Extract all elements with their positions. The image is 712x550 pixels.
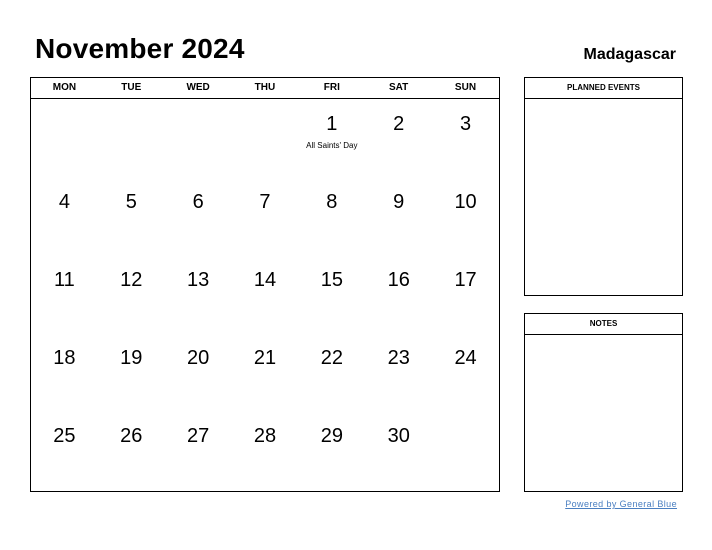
day-number: 15 — [320, 269, 343, 291]
day-number: 27 — [187, 425, 210, 447]
day-number: 1 — [326, 113, 338, 135]
weekday-header-row — [31, 78, 499, 99]
weekday-thu: THU — [254, 82, 276, 93]
day-cell — [98, 411, 165, 489]
day-cell — [165, 333, 232, 411]
day-cell — [432, 333, 499, 411]
day-cell — [165, 411, 232, 489]
page-title: November 2024 — [35, 33, 245, 64]
day-cell — [298, 99, 365, 177]
day-number: 29 — [320, 425, 343, 447]
day-cell — [298, 255, 365, 333]
planned-events-header: PLANNED EVENTS — [525, 78, 682, 99]
day-number: 23 — [387, 347, 410, 369]
day-number: 21 — [253, 347, 277, 369]
notes-header: NOTES — [525, 314, 682, 335]
day-number: 14 — [253, 269, 277, 291]
day-number: 5 — [125, 191, 137, 213]
day-cell — [432, 411, 499, 489]
day-cell — [165, 99, 232, 177]
weekday-mon: MON — [52, 82, 77, 93]
day-number: 16 — [387, 269, 410, 291]
day-cell — [298, 333, 365, 411]
weekday-sat: SAT — [389, 82, 409, 93]
day-cell — [232, 333, 299, 411]
notes-panel — [524, 313, 683, 492]
day-number: 26 — [120, 425, 143, 447]
day-number: 24 — [454, 347, 477, 369]
day-cell — [232, 411, 299, 489]
country-label: Madagascar — [583, 46, 676, 63]
day-number: 13 — [187, 269, 210, 291]
day-cell — [31, 99, 98, 177]
day-number: 9 — [393, 191, 405, 213]
day-number: 12 — [120, 269, 143, 291]
day-number: 4 — [58, 191, 70, 213]
day-number: 8 — [326, 191, 338, 213]
day-number: 30 — [387, 425, 410, 447]
day-cell — [432, 177, 499, 255]
day-number: 28 — [253, 425, 277, 447]
calendar-grid — [30, 77, 500, 492]
day-number: 11 — [54, 269, 75, 291]
day-cell — [432, 255, 499, 333]
day-cell — [98, 255, 165, 333]
day-cell — [365, 99, 432, 177]
day-cell — [98, 333, 165, 411]
day-number: 7 — [259, 191, 271, 213]
day-number: 19 — [120, 347, 143, 369]
day-cell — [432, 99, 499, 177]
day-cell — [31, 177, 98, 255]
planned-events-panel — [524, 77, 683, 296]
day-number: 6 — [192, 191, 204, 213]
day-cell — [365, 177, 432, 255]
day-cell — [232, 255, 299, 333]
weekday-tue: TUE — [121, 82, 142, 93]
day-number: 10 — [454, 191, 477, 213]
day-cell — [232, 177, 299, 255]
day-number: 20 — [187, 347, 210, 369]
day-cell — [365, 255, 432, 333]
day-cell — [365, 411, 432, 489]
weekday-sun: SUN — [454, 82, 477, 93]
day-cell — [31, 255, 98, 333]
day-number: 25 — [53, 425, 76, 447]
day-cell — [365, 333, 432, 411]
weekday-wed: WED — [186, 82, 210, 93]
day-number: 22 — [320, 347, 343, 369]
day-cell — [31, 333, 98, 411]
day-cell — [298, 411, 365, 489]
day-cell — [165, 177, 232, 255]
day-cell — [232, 99, 299, 177]
day-number: 18 — [53, 347, 76, 369]
day-cell — [98, 99, 165, 177]
day-number: 3 — [460, 113, 472, 135]
powered-by-link[interactable]: Powered by General Blue — [565, 499, 677, 509]
weekday-fri: FRI — [323, 82, 340, 93]
day-cell — [298, 177, 365, 255]
day-cell — [165, 255, 232, 333]
day-cell — [98, 177, 165, 255]
day-cells — [31, 99, 499, 491]
day-number: 17 — [454, 269, 477, 291]
day-cell — [31, 411, 98, 489]
holiday-label: All Saints' Day — [306, 141, 358, 150]
day-number: 2 — [393, 113, 405, 135]
